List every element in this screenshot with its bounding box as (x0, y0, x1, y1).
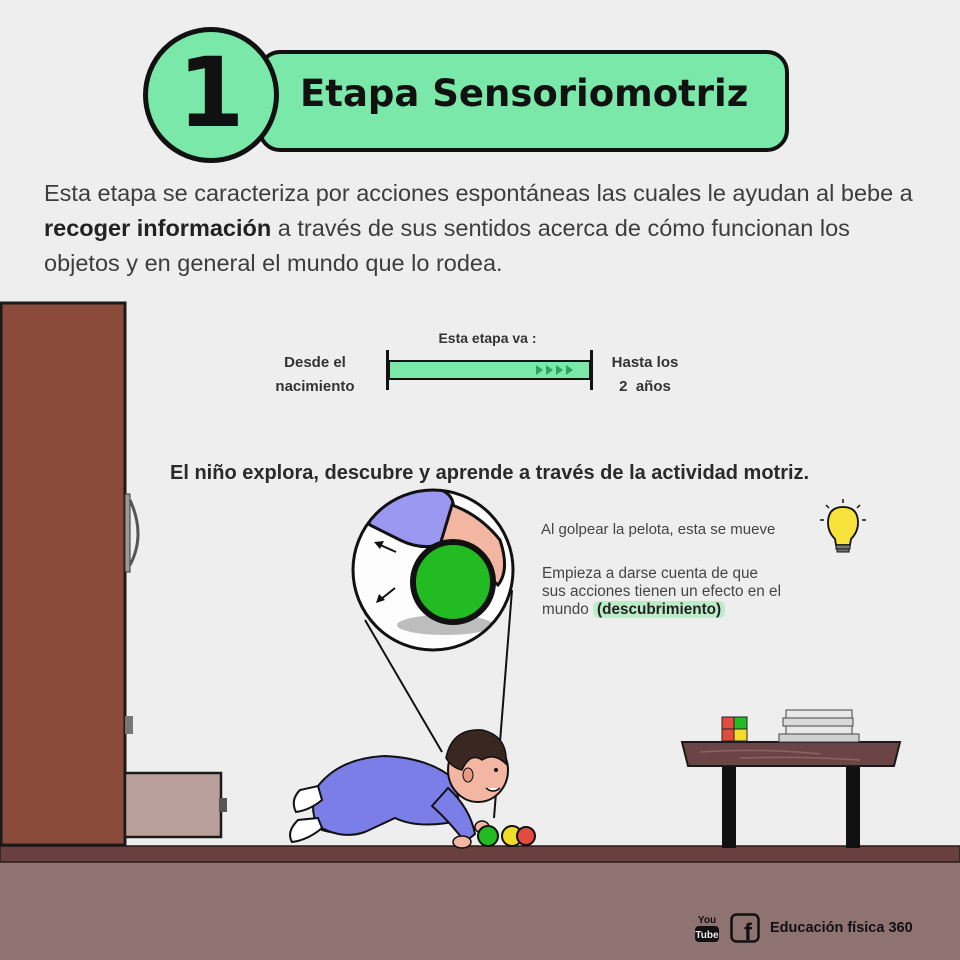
red-ball (517, 827, 535, 845)
intro-part2: a través de sus sentidos acerca de cómo funcionan los objetos y en general el mundo que lo rodea. (44, 215, 850, 276)
explore-statement: El niño explora, descubre y aprende a través de la actividad motriz. (170, 462, 810, 484)
stage-number: 1 (177, 37, 245, 149)
hit-ball-note: Al golpear la pelota, esta se mueve (541, 521, 776, 538)
youtube-icon-top: You (697, 915, 717, 926)
stage-number-badge (143, 27, 279, 163)
timeline-end-label (585, 351, 705, 399)
youtube-icon[interactable] (694, 912, 720, 944)
timeline-end-line2: 2 años (619, 378, 671, 395)
timeline-caption: Esta etapa va : (438, 330, 537, 346)
timeline-start-line1: Desde el (284, 354, 346, 371)
brand-name[interactable]: Educación física 360 (770, 920, 913, 936)
page-title: Etapa Sensoriomotriz (300, 72, 749, 115)
crawling-baby (290, 730, 508, 848)
timeline-start-line2: nacimiento (275, 378, 355, 395)
green-ball (478, 826, 498, 846)
facebook-icon-glyph: f (744, 919, 752, 943)
timeline-end-line1: Hasta los (611, 354, 679, 371)
effect-note (542, 565, 832, 619)
wardrobe (1, 303, 227, 845)
discovery-highlight: (descubrimiento) (593, 601, 725, 618)
book-stack (779, 710, 859, 742)
intro-paragraph (44, 176, 924, 281)
brand-footer (694, 912, 913, 944)
rubiks-cube (722, 717, 747, 741)
timeline-start-label (240, 351, 390, 399)
effect-line3: mundo (542, 601, 589, 618)
intro-part1: Esta etapa se caracteriza por acciones espontáneas las cuales le ayudan al bebe a (44, 180, 913, 206)
floor (0, 858, 960, 960)
floor-edge (0, 846, 960, 862)
intro-highlight: recoger información (44, 215, 272, 241)
open-drawer (125, 773, 221, 837)
side-table (682, 710, 900, 848)
facebook-icon[interactable] (730, 913, 760, 943)
lightbulb-icon (820, 499, 866, 552)
effect-line1: Empieza a darse cuenta de que (542, 565, 759, 582)
effect-line2: sus acciones tienen un efecto en el (542, 583, 781, 600)
youtube-icon-bottom: Tube (695, 930, 719, 941)
magnifier-zoom (353, 488, 513, 650)
timeline-bar (386, 350, 593, 390)
